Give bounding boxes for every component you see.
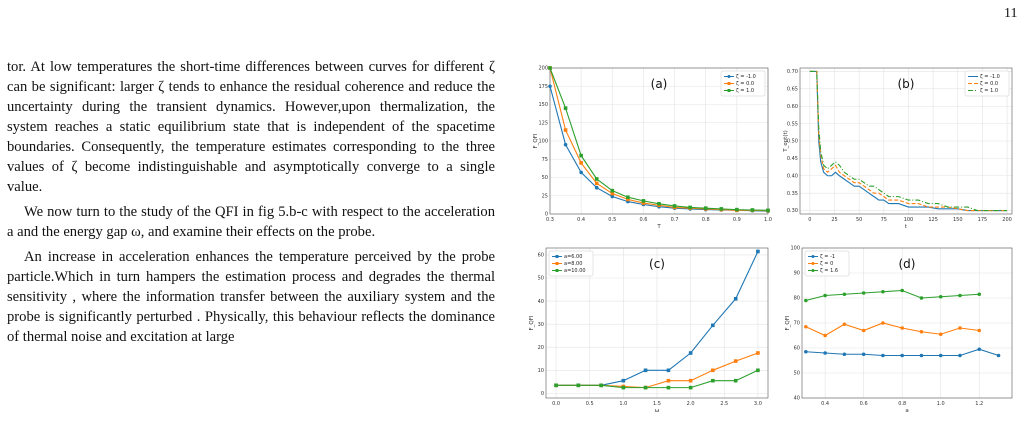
data-point [644,369,648,373]
x-tick-label: 0.9 [732,217,741,223]
data-point [667,386,671,390]
x-tick-label: 0.5 [585,401,594,407]
data-point [862,329,866,333]
x-tick-label: 1.5 [653,401,661,407]
data-point [579,161,583,165]
y-tick-label: 10 [537,368,544,375]
data-point [548,66,552,70]
legend [805,251,849,276]
data-point [657,202,661,206]
data-point [622,386,626,390]
data-point [900,354,904,358]
page-number: 11 [1004,6,1018,21]
panel-label: (d) [898,257,916,271]
y-tick-label: 0.55 [786,121,798,128]
x-tick-label: 3.0 [753,401,762,407]
x-tick-label: 100 [903,217,914,223]
data-point [579,154,583,158]
chart-panel-b [780,60,1020,228]
y-tick-label: 80 [793,295,800,302]
data-point [977,292,981,296]
x-tick-label: 1.0 [936,401,945,407]
x-tick-label: 25 [831,217,838,223]
legend-entry: a=10.00 [564,268,586,275]
x-tick-label: 0.4 [821,401,830,407]
data-point [564,106,568,110]
data-point [688,206,692,210]
y-tick-label: 90 [793,270,800,277]
paragraph-3: An increase in acceleration enhances the temperature perceived by the probe particle.Which in turn hampers the estimation process and degrades the thermal sensitivity , where the information transfer between the auxiliary system and the probe is significantly perturbed . Physically, this behaviour reflects the dominance of thermal noise and excitation at large [7,249,495,345]
chart-panel-c [530,240,775,415]
y-axis-label: F_QFI [533,133,539,149]
data-point [823,334,827,338]
x-tick-label: 0.6 [639,217,648,223]
data-point [939,332,943,336]
data-point [734,297,738,301]
y-tick-label: 100 [790,245,800,252]
legend-marker [728,89,731,92]
data-point [881,354,885,358]
x-tick-label: 0.7 [670,217,679,223]
y-tick-label: 0.45 [786,156,798,163]
y-tick-label: 75 [541,156,548,163]
data-point [843,322,847,326]
x-axis-label: t [904,224,908,230]
x-tick-label: 1.0 [764,217,772,223]
data-point [642,199,646,203]
data-point [804,325,808,329]
data-point [644,386,648,390]
data-point [689,351,693,355]
legend-entry: ζ = 1.6 [820,268,839,275]
x-tick-label: 2.5 [720,401,729,407]
data-point [599,384,603,388]
chart-panel-a [530,60,775,228]
x-tick-label: 200 [1002,217,1012,223]
data-point [881,321,885,325]
data-point [862,291,866,295]
legend-entry: ζ = 0 [820,261,834,268]
legend-entry: ζ = -1.0 [980,74,1000,81]
data-point [576,384,580,388]
legend-entry: a=6.00 [564,254,583,261]
x-axis-label: ω [654,408,660,414]
legend [721,71,765,96]
series-line-3 [806,291,979,301]
data-point [689,379,693,383]
data-point [756,351,760,355]
y-tick-label: 60 [537,252,544,259]
y-tick-label: 0.35 [786,190,798,197]
data-point [689,386,693,390]
y-tick-label: 0.65 [786,86,798,93]
x-tick-label: 150 [952,217,963,223]
data-point [626,195,630,199]
data-point [920,296,924,300]
data-point [862,352,866,356]
data-point [958,326,962,330]
data-point [920,354,924,358]
panel-label: (c) [649,257,665,271]
y-tick-label: 175 [538,83,548,90]
x-tick-label: 0.6 [859,401,868,407]
data-point [766,209,770,213]
data-point [719,207,723,211]
panel-label: (a) [650,77,668,91]
x-tick-label: 0.3 [546,217,554,223]
data-point [900,289,904,293]
data-point [673,204,677,208]
data-point [711,369,715,373]
panel-label: (b) [897,77,915,91]
y-tick-label: 50 [537,275,544,282]
data-point [579,171,583,175]
legend-entry: ζ = 1.0 [736,88,755,95]
y-tick-label: 40 [793,395,800,402]
chart-panel-d [780,240,1020,415]
y-tick-label: 70 [793,320,800,327]
data-point [958,354,962,358]
legend-marker [556,262,559,265]
data-point [939,354,943,358]
data-point [751,208,755,212]
data-point [622,379,626,383]
data-point [958,294,962,298]
data-point [554,384,558,388]
x-tick-label: 175 [977,217,988,223]
data-point [548,84,552,88]
x-tick-label: 2.0 [686,401,695,407]
data-point [977,347,981,351]
x-tick-label: 125 [928,217,938,223]
data-point [756,369,760,373]
data-point [804,350,808,354]
data-point [610,189,614,193]
data-point [939,295,943,299]
data-point [735,208,739,212]
legend [549,251,593,276]
y-tick-label: 50 [541,175,548,182]
x-tick-label: 1.0 [619,401,628,407]
x-tick-label: 75 [880,217,888,223]
x-tick-label: 1.2 [975,401,984,407]
data-point [595,182,599,186]
y-tick-label: 0 [544,211,548,218]
y-tick-label: 100 [538,138,548,145]
y-tick-label: 0.70 [786,69,798,76]
y-tick-label: 0.30 [786,208,798,215]
series-line-2 [806,323,979,336]
data-point [667,369,671,373]
x-tick-label: 0 [808,217,812,223]
y-tick-label: 0 [540,391,544,398]
data-point [843,292,847,296]
legend [965,71,1009,96]
x-axis-label: a [905,408,909,414]
legend-entry: ζ = 1.0 [980,88,999,95]
x-tick-label: 0.0 [552,401,561,407]
data-point [595,177,599,181]
data-point [823,294,827,298]
data-point [900,326,904,330]
legend-marker [812,269,815,272]
legend-marker [812,262,815,265]
legend-entry: ζ = 0.0 [736,81,755,88]
y-tick-label: 200 [538,65,548,72]
data-point [734,359,738,363]
legend-marker [728,75,731,78]
y-tick-label: 40 [537,298,544,305]
paragraph-2: We now turn to the study of the QFI in fig 5.b-c with respect to the acceleration a and the energy gap ω, and examine their effects on the probe. [7,204,495,240]
data-point [997,354,1001,358]
paragraph-1: tor. At low temperatures the short-time differences between curves for different ζ can be significant: larger ζ tends to enhance the residual coherence and reduce the uncertainty during the transient dynamics. However,upon thermalization, the system reaches a static equilibrium state that is independent of the spacetime boundaries. Consequently, the temperature estimates corresponding to the three values of ζ become indistinguishable and asymptotically converge to a single value. [7,59,495,195]
x-axis-label: T [657,224,661,230]
legend-marker [556,269,559,272]
y-tick-label: 25 [541,193,548,200]
legend-marker [728,82,731,85]
y-tick-label: 50 [793,370,800,377]
y-axis-label: T_opt(t) [783,130,789,152]
data-point [881,290,885,294]
y-tick-label: 125 [538,120,548,127]
data-point [843,352,847,356]
y-tick-label: 0.60 [786,103,798,110]
x-tick-label: 50 [855,217,863,223]
data-point [756,250,760,254]
legend-marker [812,255,815,258]
y-tick-label: 0.40 [786,173,798,180]
legend-entry: ζ = -1.0 [736,74,756,81]
data-point [595,186,599,190]
x-tick-label: 0.8 [898,401,907,407]
data-point [711,379,715,383]
y-axis-label: F_QFI [529,315,535,331]
x-tick-label: 0.4 [577,217,586,223]
data-point [734,379,738,383]
legend-entry: ζ = -1 [820,254,836,261]
data-point [977,329,981,333]
y-tick-label: 30 [537,321,544,328]
data-point [823,351,827,355]
data-point [711,324,715,328]
x-tick-label: 0.8 [701,217,710,223]
data-point [667,379,671,383]
data-point [804,299,808,303]
data-point [564,143,568,147]
data-point [564,128,568,132]
y-tick-label: 150 [538,102,548,109]
y-tick-label: 0.50 [786,138,798,145]
legend-entry: a=8.00 [564,261,583,268]
x-tick-label: 0.5 [608,217,617,223]
body-text-column [7,57,495,347]
y-tick-label: 60 [793,345,800,352]
data-point [920,330,924,334]
y-tick-label: 20 [537,344,544,351]
legend-entry: ζ = 0.0 [980,81,999,88]
series-line-1 [550,86,768,211]
data-point [704,206,708,210]
legend-marker [556,255,559,258]
y-axis-label: F_QFI [785,315,791,331]
